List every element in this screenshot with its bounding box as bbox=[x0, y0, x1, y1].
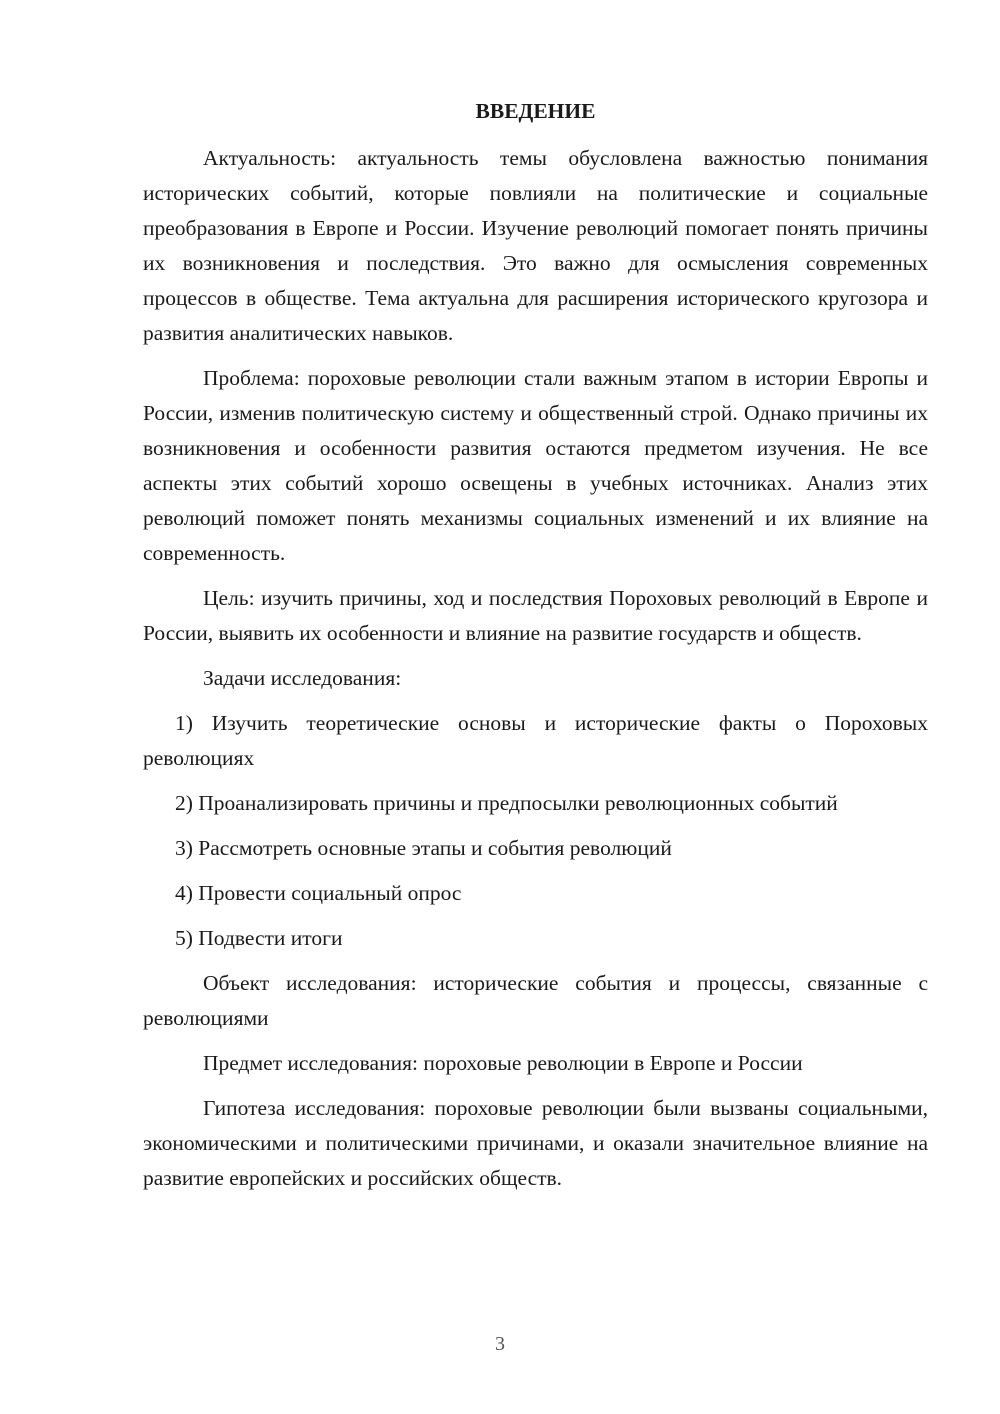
paragraph-subject: Предмет исследования: пороховые революции в Европе и России bbox=[203, 1051, 803, 1075]
page-title: ВВЕДЕНИЕ bbox=[475, 99, 596, 123]
page-number: 3 bbox=[495, 1333, 505, 1355]
page-content bbox=[143, 96, 928, 1206]
task-item-4: 4) Провести социальный опрос bbox=[175, 881, 462, 905]
paragraph-hypothesis: Гипотеза исследования: пороховые революции были вызваны социальными, экономическими и политическими причинами, и оказали значительное влияние на развитие европейских и российских обществ. bbox=[143, 1096, 928, 1190]
paragraph-tasks-heading: Задачи исследования: bbox=[203, 666, 402, 690]
task-item-1: 1) Изучить теоретические основы и исторические факты о Пороховых революциях bbox=[143, 711, 928, 770]
paragraph-object: Объект исследования: исторические события и процессы, связанные с революциями bbox=[143, 971, 928, 1030]
paragraph-relevance: Актуальность: актуальность темы обусловлена важностью понимания исторических событий, которые повлияли на политические и социальные преобразования в Европе и России. Изучение революций помогает понять причины их возникновения и последствия. Это важно для осмысления современных процессов в обществе. Тема актуальна для расширения исторического кругозора и развития аналитических навыков. bbox=[143, 146, 928, 345]
task-item-3: 3) Рассмотреть основные этапы и события революций bbox=[175, 836, 672, 860]
task-item-5: 5) Подвести итоги bbox=[175, 926, 343, 950]
task-item-2: 2) Проанализировать причины и предпосылки революционных событий bbox=[175, 791, 838, 815]
paragraph-goal: Цель: изучить причины, ход и последствия Пороховых революций в Европе и России, выявить их особенности и влияние на развитие государств и обществ. bbox=[143, 586, 928, 645]
paragraph-problem: Проблема: пороховые революции стали важным этапом в истории Европы и России, изменив политическую систему и общественный строй. Однако причины их возникновения и особенности развития остаются предметом изучения. Не все аспекты этих событий хорошо освещены в учебных источниках. Анализ этих революций поможет понять механизмы социальных изменений и их влияние на современность. bbox=[143, 366, 928, 565]
